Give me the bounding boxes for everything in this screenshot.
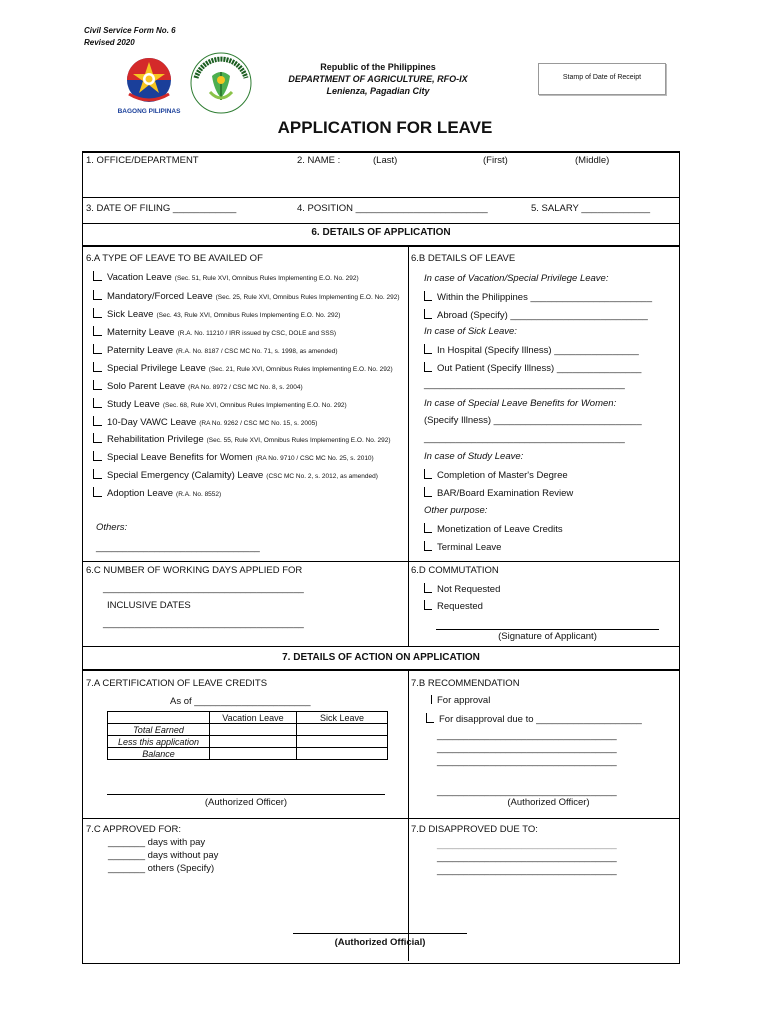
bar-review-option[interactable] bbox=[424, 487, 573, 499]
out-patient-label: Out Patient (Specify Illness) ________________ bbox=[437, 363, 642, 374]
receipt-stamp-box[interactable] bbox=[538, 63, 666, 95]
column-divider bbox=[408, 671, 409, 961]
leave-type-option[interactable] bbox=[93, 433, 391, 445]
form-title: APPLICATION FOR LEAVE bbox=[277, 118, 493, 137]
monetization-option[interactable] bbox=[424, 523, 563, 535]
other-purpose-heading: Other purpose: bbox=[424, 505, 488, 516]
women-details-line[interactable]: ______________________________________ bbox=[424, 433, 625, 444]
study-case-heading: In case of Study Leave: bbox=[424, 451, 524, 462]
leave-type-label: Special Leave Benefits for Women bbox=[107, 452, 253, 463]
checkbox-icon[interactable] bbox=[424, 309, 432, 319]
table-cell bbox=[108, 712, 210, 724]
section-6d-heading: 6.D COMMUTATION bbox=[411, 565, 499, 576]
leave-type-reference: (R.A. No. 8187 / CSC MC No. 71, s. 1998, as amended) bbox=[176, 348, 338, 355]
abroad-option[interactable] bbox=[424, 309, 648, 321]
section-6b-heading: 6.B DETAILS OF LEAVE bbox=[411, 253, 516, 264]
department-of-agriculture-seal bbox=[188, 50, 254, 116]
monetization-label: Monetization of Leave Credits bbox=[437, 524, 563, 535]
sick-less-cell[interactable] bbox=[297, 736, 388, 748]
section-7c-heading: 7.C APPROVED FOR: bbox=[86, 824, 182, 835]
leave-type-label: Maternity Leave bbox=[107, 327, 175, 338]
disapproval-line[interactable]: __________________________________ bbox=[437, 865, 617, 876]
others-specify-field[interactable]: _______ others (Specify) bbox=[108, 863, 215, 874]
checkbox-icon[interactable] bbox=[424, 344, 432, 354]
vacation-earned-cell[interactable] bbox=[210, 724, 297, 736]
leave-type-reference: (R.A. No. 11210 / IRR issued by CSC, DOLE and SSS) bbox=[177, 330, 337, 337]
checkbox-icon[interactable] bbox=[93, 433, 102, 443]
signature-of-applicant-label: (Signature of Applicant) bbox=[498, 631, 597, 642]
checkbox-icon[interactable] bbox=[93, 308, 102, 318]
divider bbox=[82, 818, 680, 819]
within-philippines-label: Within the Philippines _______________________ bbox=[437, 292, 652, 303]
balance-label: Balance bbox=[108, 748, 210, 760]
not-requested-option[interactable] bbox=[424, 583, 500, 595]
leave-type-option[interactable] bbox=[93, 451, 374, 463]
divider bbox=[82, 223, 680, 224]
officer-signature-line-b[interactable]: __________________________________ bbox=[437, 786, 617, 797]
vacation-case-heading: In case of Vacation/Special Privilege Leave: bbox=[424, 273, 609, 284]
leave-type-option[interactable] bbox=[93, 469, 378, 481]
checkbox-icon[interactable] bbox=[93, 344, 102, 354]
leave-type-label: 10-Day VAWC Leave bbox=[107, 417, 197, 428]
masters-degree-option[interactable] bbox=[424, 469, 568, 481]
section-7d-heading: 7.D DISAPPROVED DUE TO: bbox=[411, 824, 538, 835]
leave-type-reference: (CSC MC No. 2, s. 2012, as amended) bbox=[266, 473, 378, 480]
requested-label: Requested bbox=[437, 601, 483, 612]
table-row bbox=[108, 724, 388, 736]
republic-label: Republic of the Philippines bbox=[320, 62, 436, 72]
section-7b-heading: 7.B RECOMMENDATION bbox=[411, 678, 520, 689]
section-7-heading: 7. DETAILS OF ACTION ON APPLICATION bbox=[282, 652, 480, 663]
leave-type-reference: (R.A. No. 8552) bbox=[176, 491, 222, 498]
department-name: DEPARTMENT OF AGRICULTURE, RFO-IX bbox=[288, 74, 468, 84]
checkbox-icon[interactable] bbox=[426, 713, 434, 723]
leave-type-label: Special Privilege Leave bbox=[107, 363, 206, 374]
total-earned-label: Total Earned bbox=[108, 724, 210, 736]
leave-type-label: Solo Parent Leave bbox=[107, 381, 186, 392]
checkbox-icon[interactable] bbox=[424, 583, 432, 593]
recommendation-line[interactable]: __________________________________ bbox=[437, 730, 617, 741]
for-disapproval-option[interactable] bbox=[426, 713, 642, 725]
section-6a-heading: 6.A TYPE OF LEAVE TO BE AVAILED OF bbox=[86, 253, 263, 264]
others-label: Others: bbox=[96, 522, 128, 533]
logo-text: BAGONG PILIPINAS bbox=[117, 108, 181, 115]
working-days-field[interactable]: ______________________________________ bbox=[103, 583, 304, 594]
leave-type-label: Study Leave bbox=[107, 399, 160, 410]
office-department-field[interactable]: 1. OFFICE/DEPARTMENT bbox=[86, 155, 199, 166]
salary-field[interactable]: 5. SALARY _____________ bbox=[531, 203, 651, 214]
divider bbox=[82, 669, 680, 671]
women-case-heading: In case of Special Leave Benefits for Women: bbox=[424, 398, 617, 409]
official-signature-line[interactable] bbox=[293, 933, 467, 934]
leave-type-label: Special Emergency (Calamity) Leave bbox=[107, 470, 264, 481]
divider bbox=[82, 646, 680, 647]
bar-review-label: BAR/Board Examination Review bbox=[437, 488, 574, 499]
divider bbox=[82, 197, 680, 198]
days-without-pay-field[interactable]: _______ days without pay bbox=[108, 850, 219, 861]
middle-name-field[interactable]: (Middle) bbox=[575, 155, 610, 166]
in-hospital-label: In Hospital (Specify Illness) ________________ bbox=[437, 345, 639, 356]
leave-type-reference: (Sec. 25, Rule XVI, Omnibus Rules Implementing E.O. No. 292) bbox=[215, 294, 400, 301]
section-7a-heading: 7.A CERTIFICATION OF LEAVE CREDITS bbox=[86, 678, 268, 689]
leave-type-option[interactable] bbox=[93, 398, 347, 410]
for-approval-label: For approval bbox=[437, 695, 491, 706]
table-row bbox=[108, 736, 388, 748]
leave-type-option[interactable] bbox=[93, 290, 400, 302]
authorized-officer-label-b: (Authorized Officer) bbox=[507, 797, 590, 808]
checkbox-icon[interactable] bbox=[93, 469, 102, 479]
disapproval-line[interactable]: __________________________________ bbox=[437, 839, 617, 850]
stamp-label: Stamp of Date of Receipt bbox=[562, 74, 642, 81]
checkbox-icon[interactable] bbox=[424, 523, 432, 533]
days-with-pay-field[interactable]: _______ days with pay bbox=[108, 837, 206, 848]
leave-type-reference: (Sec. 21, Rule XVI, Omnibus Rules Implementing E.O. No. 292) bbox=[208, 366, 393, 373]
inclusive-dates-field[interactable]: ______________________________________ bbox=[103, 618, 304, 629]
requested-option[interactable] bbox=[424, 600, 483, 612]
checkbox-icon[interactable] bbox=[93, 290, 102, 300]
checkbox-icon[interactable] bbox=[93, 326, 102, 336]
divider bbox=[82, 245, 680, 247]
leave-type-label: Vacation Leave bbox=[107, 272, 172, 283]
form-number: Civil Service Form No. 6 bbox=[84, 26, 176, 35]
vacation-leave-header: Vacation Leave bbox=[210, 712, 297, 724]
checkbox-icon[interactable] bbox=[424, 600, 432, 610]
column-divider bbox=[408, 247, 409, 647]
checkbox-icon[interactable] bbox=[93, 487, 102, 497]
leave-type-option[interactable] bbox=[93, 487, 221, 499]
checkbox-icon[interactable] bbox=[424, 291, 432, 301]
leave-type-reference: (RA No. 8972 / CSC MC No. 8, s. 2004) bbox=[188, 384, 303, 391]
checkbox-icon[interactable] bbox=[431, 695, 432, 704]
leave-type-option[interactable] bbox=[93, 271, 359, 283]
section-6-heading: 6. DETAILS OF APPLICATION bbox=[311, 227, 451, 238]
checkbox-icon[interactable] bbox=[424, 487, 432, 497]
as-of-field[interactable]: As of ______________________ bbox=[170, 696, 311, 707]
divider bbox=[82, 561, 680, 562]
name-label: 2. NAME : bbox=[297, 155, 341, 166]
for-approval-option[interactable] bbox=[431, 695, 490, 706]
terminal-leave-label: Terminal Leave bbox=[437, 542, 502, 553]
checkbox-icon[interactable] bbox=[424, 362, 432, 372]
leave-type-option[interactable] bbox=[93, 326, 336, 338]
leave-type-reference: (RA No. 9710 / CSC MC No. 25, s. 2010) bbox=[255, 455, 374, 462]
leave-type-label: Sick Leave bbox=[107, 309, 154, 320]
last-name-field[interactable]: (Last) bbox=[373, 155, 398, 166]
leave-type-option[interactable] bbox=[93, 344, 338, 356]
officer-signature-line[interactable] bbox=[107, 794, 385, 795]
leave-type-reference: (RA No. 9262 / CSC MC No. 15, s. 2005) bbox=[199, 420, 318, 427]
inclusive-dates-label: INCLUSIVE DATES bbox=[107, 600, 191, 611]
leave-type-label: Adoption Leave bbox=[107, 488, 174, 499]
table-row bbox=[108, 712, 388, 724]
bagong-pilipinas-logo bbox=[113, 54, 185, 116]
recommendation-line[interactable]: __________________________________ bbox=[437, 743, 617, 754]
checkbox-icon[interactable] bbox=[93, 416, 102, 426]
leave-type-option[interactable] bbox=[93, 308, 340, 320]
leave-type-label: Paternity Leave bbox=[107, 345, 174, 356]
section-6c-heading: 6.C NUMBER OF WORKING DAYS APPLIED FOR bbox=[86, 565, 303, 576]
authorized-officer-label: (Authorized Officer) bbox=[204, 797, 288, 808]
out-patient-option[interactable] bbox=[424, 362, 641, 374]
checkbox-icon[interactable] bbox=[93, 451, 102, 461]
position-field[interactable]: 4. POSITION _________________________ bbox=[297, 203, 488, 214]
leave-type-reference: (Sec. 68, Rule XVI, Omnibus Rules Implementing E.O. No. 292) bbox=[162, 402, 347, 409]
first-name-field[interactable]: (First) bbox=[483, 155, 508, 166]
authorized-official-label: (Authorized Official) bbox=[334, 937, 426, 948]
date-of-filing-field[interactable]: 3. DATE OF FILING ____________ bbox=[86, 203, 237, 214]
checkbox-icon[interactable] bbox=[93, 271, 102, 281]
within-philippines-option[interactable] bbox=[424, 291, 652, 303]
leave-type-label: Rehabilitation Privilege bbox=[107, 434, 204, 445]
checkbox-icon[interactable] bbox=[93, 380, 102, 390]
checkbox-icon[interactable] bbox=[93, 362, 102, 372]
specify-illness-field[interactable]: (Specify Illness) ____________________________ bbox=[424, 415, 642, 426]
checkbox-icon[interactable] bbox=[424, 541, 432, 551]
abroad-label: Abroad (Specify) __________________________ bbox=[437, 310, 648, 321]
signature-line[interactable] bbox=[436, 629, 659, 630]
leave-type-reference: (Sec. 55, Rule XVI, Omnibus Rules Implementing E.O. No. 292) bbox=[206, 437, 391, 444]
checkbox-icon[interactable] bbox=[424, 469, 432, 479]
sick-details-line[interactable]: ______________________________________ bbox=[424, 379, 625, 390]
revised-label: Revised 2020 bbox=[84, 38, 135, 47]
table-row bbox=[108, 748, 388, 760]
checkbox-icon[interactable] bbox=[93, 398, 102, 408]
terminal-leave-option[interactable] bbox=[424, 541, 501, 553]
sick-balance-cell[interactable] bbox=[297, 748, 388, 760]
leave-type-label: Mandatory/Forced Leave bbox=[107, 291, 213, 302]
leave-credits-table bbox=[107, 711, 388, 760]
not-requested-label: Not Requested bbox=[437, 584, 501, 595]
in-hospital-option[interactable] bbox=[424, 344, 639, 356]
less-this-application-label: Less this application bbox=[108, 736, 210, 748]
others-field[interactable]: _______________________________ bbox=[96, 542, 260, 553]
leave-type-option[interactable] bbox=[93, 362, 393, 374]
department-address: Lenienza, Pagadian City bbox=[326, 86, 430, 96]
leave-type-reference: (Sec. 51, Rule XVI, Omnibus Rules Implementing E.O. No. 292) bbox=[174, 275, 359, 282]
sick-earned-cell[interactable] bbox=[297, 724, 388, 736]
sick-leave-header: Sick Leave bbox=[297, 712, 388, 724]
leave-type-reference: (Sec. 43, Rule XVI, Omnibus Rules Implementing E.O. No. 292) bbox=[156, 312, 341, 319]
leave-type-option[interactable] bbox=[93, 380, 303, 392]
masters-degree-label: Completion of Master's Degree bbox=[437, 470, 568, 481]
disapproval-line[interactable]: __________________________________ bbox=[437, 852, 617, 863]
recommendation-line[interactable]: __________________________________ bbox=[437, 756, 617, 767]
for-disapproval-label: For disapproval due to ____________________ bbox=[439, 714, 642, 725]
vacation-balance-cell[interactable] bbox=[210, 748, 297, 760]
vacation-less-cell[interactable] bbox=[210, 736, 297, 748]
sick-case-heading: In case of Sick Leave: bbox=[424, 326, 517, 337]
leave-type-option[interactable] bbox=[93, 416, 317, 428]
